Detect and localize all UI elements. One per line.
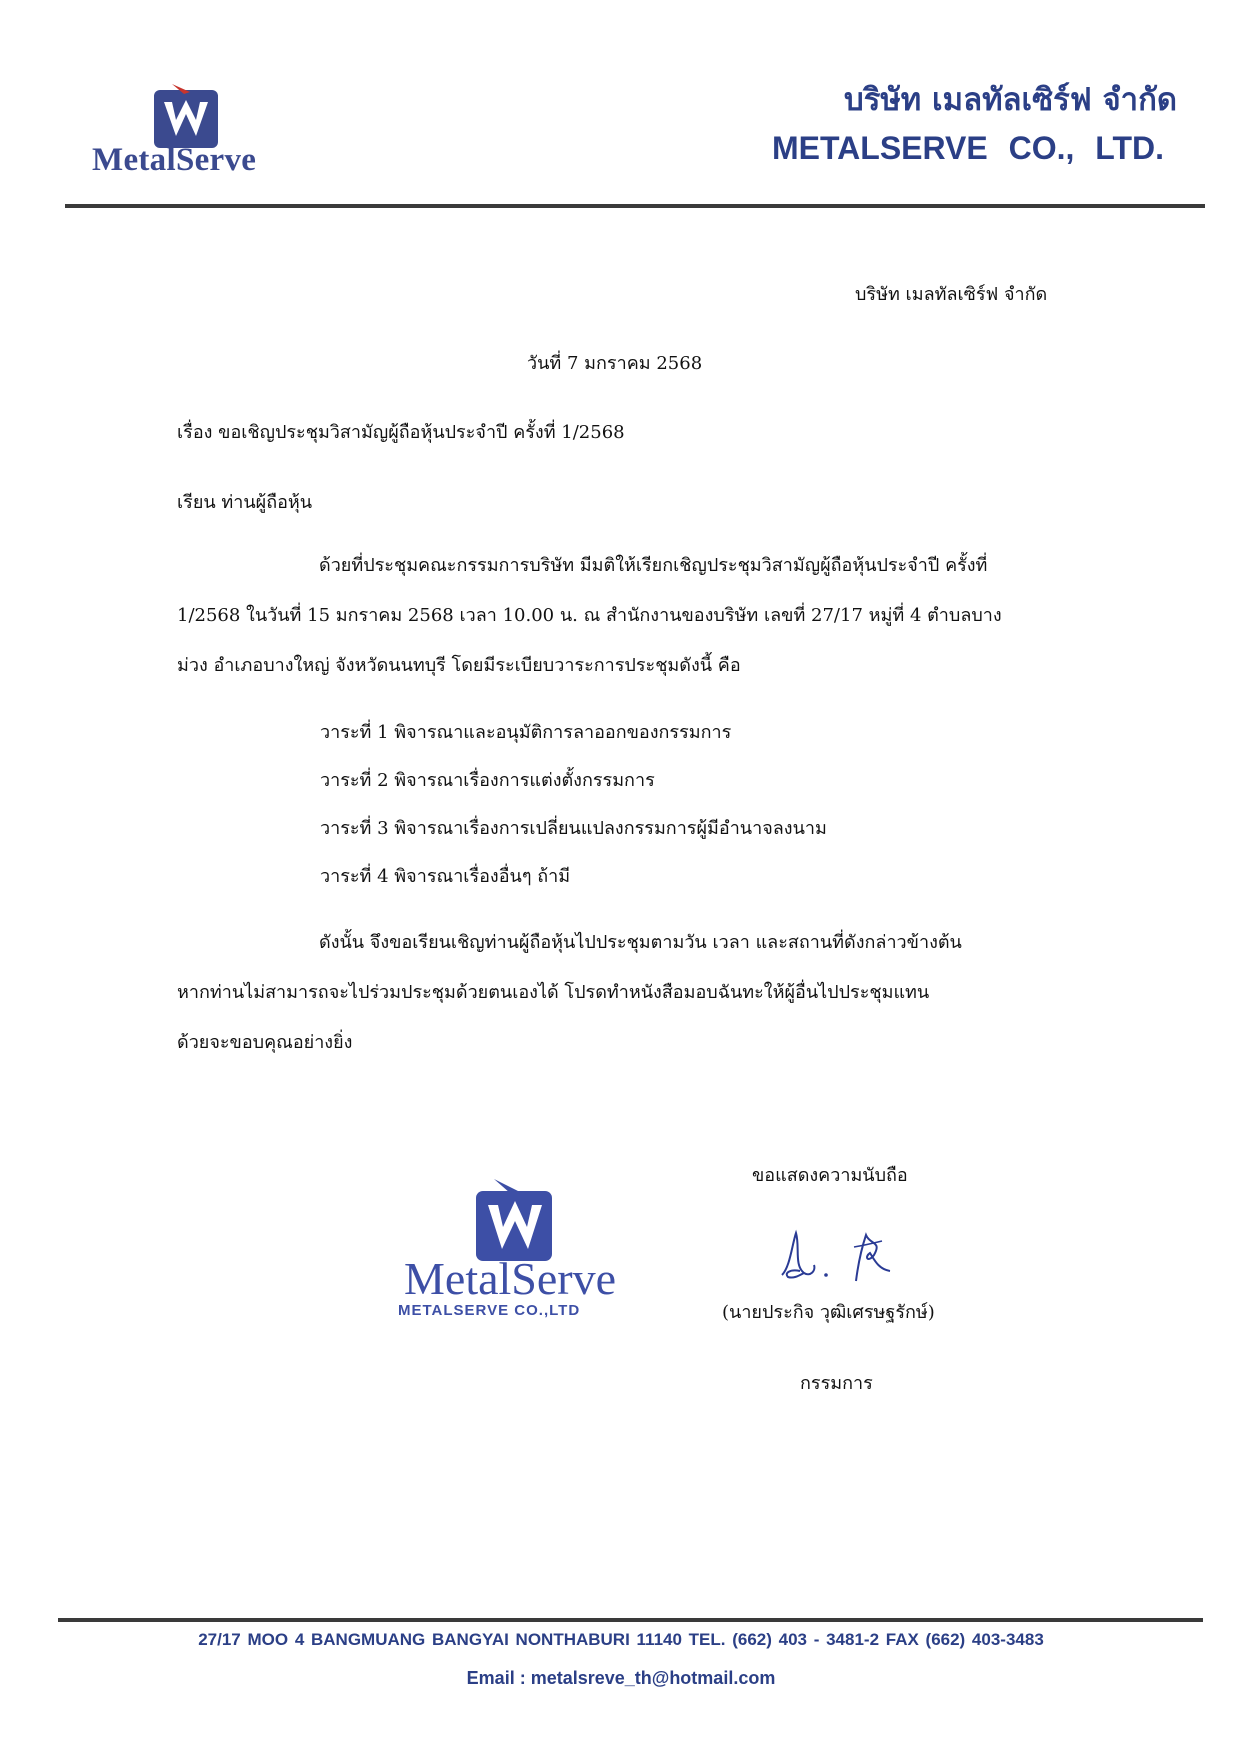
footer-divider bbox=[58, 1618, 1203, 1622]
agenda-item: วาระที่ 4 พิจารณาเรื่องอื่นๆ ถ้ามี bbox=[320, 866, 571, 887]
paragraph-line: ม่วง อำเภอบางใหญ่ จังหวัดนนทบุรี โดยมีระเบียบวาระการประชุมดังนี้ คือ bbox=[177, 655, 741, 676]
stamp-company-sub: METALSERVE CO.,LTD bbox=[398, 1302, 581, 1319]
footer-email: Email : metalsreve_th@hotmail.com bbox=[466, 1668, 776, 1688]
letter-subject: เรื่อง ขอเชิญประชุมวิสามัญผู้ถือหุ้นประจำปี ครั้งที่ 1/2568 bbox=[177, 422, 625, 443]
company-name-english: METALSERVE CO., LTD. bbox=[771, 130, 1164, 166]
sender-company: บริษัท เมลทัลเซิร์ฟ จำกัด bbox=[855, 284, 1048, 305]
company-name-thai: บริษัท เมลทัลเซิร์ฟ จำกัด bbox=[844, 82, 1177, 118]
agenda-list bbox=[320, 722, 827, 914]
paragraph-request bbox=[177, 932, 1070, 1082]
paragraph-line: 1/2568 ในวันที่ 15 มกราคม 2568 เวลา 10.00 น. ณ สำนักงานของบริษัท เลขที่ 27/17 หมู่ที่ 4 ตำบลบาง bbox=[177, 605, 1002, 626]
paragraph-line: ด้วยจะขอบคุณอย่างยิ่ง bbox=[177, 1032, 353, 1053]
signer-name: (นายประกิจ วุฒิเศรษฐรักษ์) bbox=[722, 1302, 935, 1323]
agenda-item: วาระที่ 3 พิจารณาเรื่องการเปลี่ยนแปลงกรรมการผู้มีอำนาจลงนาม bbox=[320, 818, 827, 839]
paragraph-line: ด้วยที่ประชุมคณะกรรมการบริษัท มีมติให้เรียกเชิญประชุมวิสามัญผู้ถือหุ้นประจำปี ครั้งที่ bbox=[319, 555, 988, 576]
signer-position: กรรมการ bbox=[800, 1373, 873, 1394]
logo-text: MetalServe bbox=[92, 142, 257, 178]
agenda-item: วาระที่ 2 พิจารณาเรื่องการแต่งตั้งกรรมการ bbox=[320, 770, 655, 791]
letter-salutation: เรียน ท่านผู้ถือหุ้น bbox=[177, 492, 313, 513]
agenda-item: วาระที่ 1 พิจารณาและอนุมัติการลาออกของกรรมการ bbox=[320, 722, 732, 743]
paragraph-line: หากท่านไม่สามารถจะไปร่วมประชุมด้วยตนเองได้ โปรดทำหนังสือมอบฉันทะให้ผู้อื่นไปประชุมแทน bbox=[177, 982, 930, 1003]
signature-image bbox=[770, 1225, 920, 1285]
paragraph-line: ดังนั้น จึงขอเรียนเชิญท่านผู้ถือหุ้นไปประชุมตามวัน เวลา และสถานที่ดังกล่าวข้างต้น bbox=[319, 932, 962, 953]
stamp-company-name: MetalServe bbox=[404, 1253, 617, 1304]
paragraph-invitation bbox=[177, 555, 1070, 705]
closing-phrase: ขอแสดงความนับถือ bbox=[752, 1165, 908, 1186]
letter-date: วันที่ 7 มกราคม 2568 bbox=[527, 353, 703, 374]
header-divider bbox=[65, 204, 1205, 208]
footer-address: 27/17 MOO 4 BANGMUANG BANGYAI NONTHABURI 11140 TEL. (662) 403 - 3481-2 FAX (662) 403-3483 bbox=[198, 1630, 1044, 1649]
